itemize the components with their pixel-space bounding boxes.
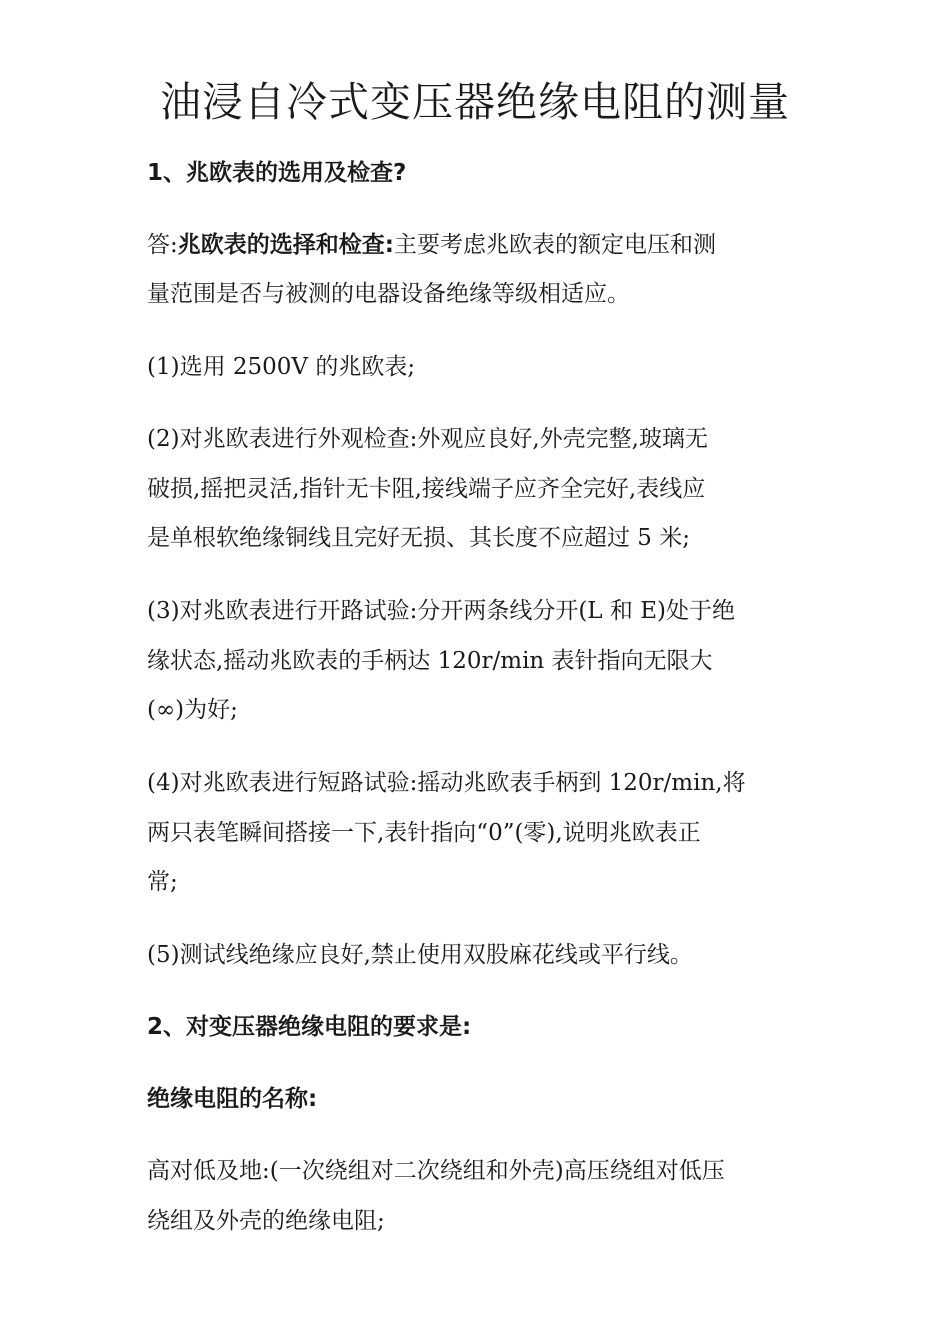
answer-line-1 (147, 229, 716, 261)
document-title: 油浸自冷式变压器绝缘电阻的测量 (160, 78, 790, 126)
question-1-heading: 1、兆欧表的选用及检查? (147, 160, 407, 186)
answer-line-2: 量范围是否与被测的电器设备绝缘等级相适应。 (147, 281, 630, 307)
item-1-line-1: (1)选用 2500V 的兆欧表; (147, 354, 416, 380)
item-4-line-2: 两只表笔瞬间搭接一下,表针指向“0”(零),说明兆欧表正 (147, 820, 701, 846)
hv-line-1: 高对低及地:(一次绕组对二次绕组和外壳)高压绕组对低压 (147, 1158, 725, 1184)
hv-line-2: 绕组及外壳的绝缘电阻; (147, 1208, 385, 1234)
answer-bold-label: 兆欧表的选择和检查: (177, 232, 394, 258)
item-4-line-3: 常; (147, 869, 178, 895)
item-4-line-1: (4)对兆欧表进行短路试验:摇动兆欧表手柄到 120r/min,将 (147, 770, 746, 796)
answer-prefix: 答: (147, 232, 178, 258)
insulation-name-label: 绝缘电阻的名称: (147, 1086, 318, 1112)
item-2-line-2: 破损,摇把灵活,指针无卡阻,接线端子应齐全完好,表线应 (147, 476, 706, 502)
item-3-line-3: (∞)为好; (147, 697, 238, 723)
item-2-line-3: 是单根软绝缘铜线且完好无损、其长度不应超过 5 米; (147, 525, 691, 551)
item-2-line-1: (2)对兆欧表进行外观检查:外观应良好,外壳完整,玻璃无 (147, 426, 708, 452)
answer-text: 主要考虑兆欧表的额定电压和测 (393, 232, 716, 258)
item-3-line-2: 缘状态,摇动兆欧表的手柄达 120r/min 表针指向无限大 (147, 648, 713, 674)
question-2-heading: 2、对变压器绝缘电阻的要求是: (147, 1014, 472, 1040)
item-5-line-1: (5)测试线绝缘应良好,禁止使用双股麻花线或平行线。 (147, 942, 693, 968)
item-3-line-1: (3)对兆欧表进行开路试验:分开两条线分开(L 和 E)处于绝 (147, 598, 735, 624)
